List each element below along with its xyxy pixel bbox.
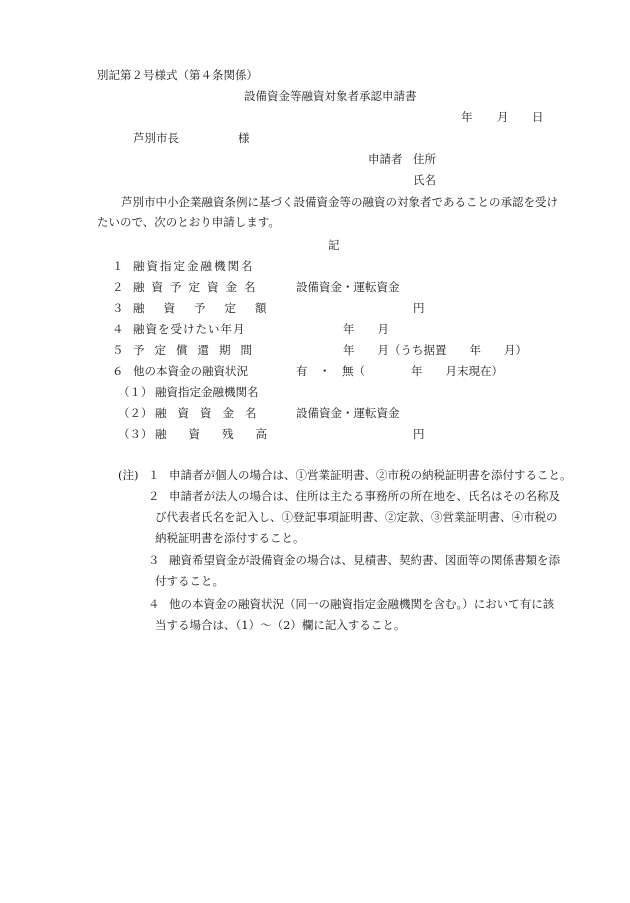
item-number: ５ — [112, 343, 124, 357]
item-number: ２ — [112, 280, 124, 294]
subitem-value: 円 — [413, 427, 425, 441]
item-number: ３ — [112, 301, 124, 315]
item-label: 融資を受けたい年月 — [133, 322, 246, 336]
item-label: 予定償還期間 — [133, 343, 262, 357]
subitem-number: （３） — [118, 427, 153, 441]
note-text: び代表者氏名を記入し、①登記事項証明書、②定款、③営業証明書、④市税の — [155, 510, 558, 524]
addressee: 芦別市長 — [133, 131, 179, 145]
applicant-label: 申請者 — [368, 152, 403, 166]
note-text: 申請者が個人の場合は、①営業証明書、②市税の納税証明書を添付すること。 — [169, 468, 572, 482]
note-number: ４ — [148, 597, 160, 611]
item-value: 有 ・ 無（ 年 月末現在） — [296, 364, 503, 378]
note-text: 申請者が法人の場合は、住所は主たる事務所の所在地を、氏名はその名称及 — [169, 489, 560, 503]
note-text: 付すること。 — [155, 574, 224, 588]
item-number: ６ — [112, 364, 124, 378]
subitem-number: （１） — [118, 385, 153, 399]
address-label: 住所 — [413, 152, 436, 166]
subitem-number: （２） — [118, 406, 153, 420]
item-value: 設備資金・運転資金 — [296, 280, 400, 294]
subitem-label: 融資指定金融機関名 — [155, 385, 259, 399]
form-label: 別記第２号様式（第４条関係） — [97, 68, 258, 82]
date-month: 月 — [497, 110, 509, 124]
item-label: 融資予定額 — [133, 301, 286, 315]
item-number: ４ — [112, 322, 124, 336]
body-line-2: たいので、次のとおり申請します。 — [97, 215, 280, 229]
note-text: 融資希望資金が設備資金の場合は、見積書、契約書、図面等の関係書類を添 — [169, 553, 560, 567]
item-value: 年 月 — [343, 322, 389, 336]
note-number: ２ — [148, 489, 160, 503]
honorific: 様 — [238, 131, 250, 145]
item-label: 融資指定金融機関名 — [133, 259, 255, 273]
date-day: 日 — [532, 110, 544, 124]
date-year: 年 — [461, 110, 473, 124]
notes-prefix: (注) — [118, 468, 139, 482]
note-text: 当する場合は、（1）～（2）欄に記入すること。 — [155, 618, 406, 632]
note-number: ３ — [148, 553, 160, 567]
item-number: １ — [112, 259, 124, 273]
subitem-label: 融資残高 — [155, 427, 289, 441]
ki-label: 記 — [328, 238, 340, 252]
body-line-1: 芦別市中小企業融資条例に基づく設備資金等の融資の対象者であることの承認を受け — [121, 195, 558, 209]
item-value: 円 — [413, 301, 425, 315]
form-title: 設備資金等融資対象者承認申請書 — [244, 89, 417, 103]
name-label: 氏名 — [413, 173, 436, 187]
item-label: 他の本資金の融資状況 — [133, 364, 248, 378]
subitem-label: 融資資金名 — [155, 406, 268, 420]
note-text: 納税証明書を添付すること。 — [155, 531, 305, 545]
note-number: １ — [148, 468, 160, 482]
item-value: 年 月（うち据置 年 月） — [343, 343, 527, 357]
subitem-value: 設備資金・運転資金 — [296, 406, 400, 420]
note-text: 他の本資金の融資状況（同一の融資指定金融機関を含む。）において有に該 — [169, 597, 555, 611]
item-label: 融資予定資金名 — [133, 280, 263, 294]
